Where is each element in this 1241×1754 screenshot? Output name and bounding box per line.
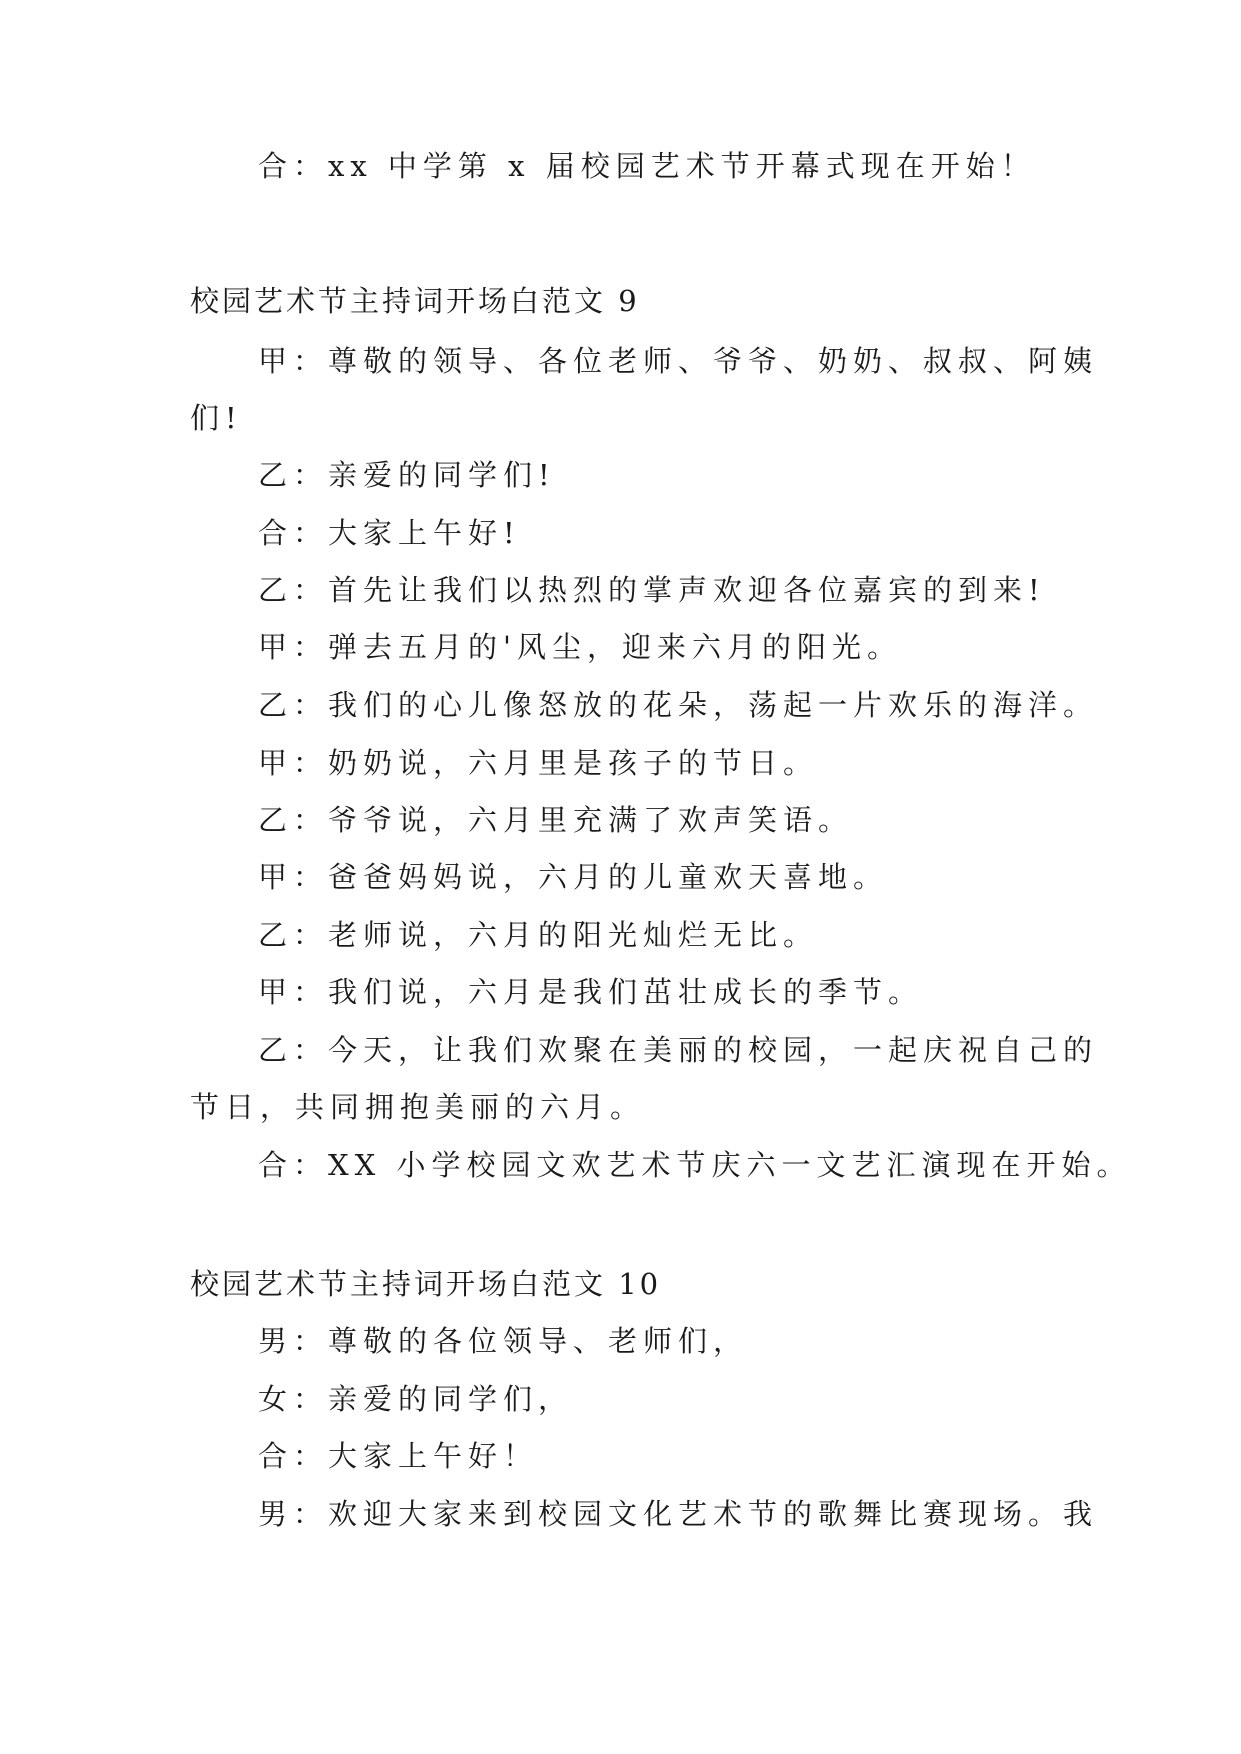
paragraph-line: 乙：爷爷说，六月里充满了欢声笑语。 <box>258 803 854 837</box>
section-heading: 校园艺术节主持词开场白范文 10 <box>190 1267 662 1301</box>
paragraph-line: 们! <box>190 401 243 435</box>
paragraph-line: 乙：亲爱的同学们! <box>258 458 556 492</box>
paragraph-line: 合：大家上午好! <box>258 516 521 550</box>
paragraph-line: 甲：爸爸妈妈说，六月的儿童欢天喜地。 <box>258 860 889 894</box>
paragraph-line: 甲：奶奶说，六月里是孩子的节日。 <box>258 746 819 780</box>
paragraph-line: 乙：首先让我们以热烈的掌声欢迎各位嘉宾的到来! <box>258 573 1046 607</box>
paragraph-line: 甲：弹去五月的'风尘，迎来六月的阳光。 <box>258 630 902 664</box>
paragraph-line: 甲：尊敬的领导、各位老师、爷爷、奶奶、叔叔、阿姨 <box>258 344 1099 378</box>
section-heading: 校园艺术节主持词开场白范文 9 <box>190 284 640 318</box>
closing-line: 合：xx 中学第 x 届校园艺术节开幕式现在开始！ <box>258 149 1036 183</box>
paragraph-line: 乙：老师说，六月的阳光灿烂无比。 <box>258 918 819 952</box>
paragraph-line: 男：尊敬的各位领导、老师们， <box>258 1324 749 1358</box>
paragraph-line: 合：大家上午好！ <box>258 1439 539 1473</box>
paragraph-line: 合：XX 小学校园文欢艺术节庆六一文艺汇演现在开始。 <box>258 1148 1132 1182</box>
paragraph-line: 女：亲爱的同学们， <box>258 1382 574 1416</box>
paragraph-line: 节日，共同拥抱美丽的六月。 <box>190 1090 646 1124</box>
paragraph-line: 乙：今天，让我们欢聚在美丽的校园，一起庆祝自己的 <box>258 1033 1099 1067</box>
paragraph-line: 男：欢迎大家来到校园文化艺术节的歌舞比赛现场。我 <box>258 1497 1099 1531</box>
paragraph-line: 甲：我们说，六月是我们茁壮成长的季节。 <box>258 975 924 1009</box>
paragraph-line: 乙：我们的心儿像怒放的花朵，荡起一片欢乐的海洋。 <box>258 688 1099 722</box>
